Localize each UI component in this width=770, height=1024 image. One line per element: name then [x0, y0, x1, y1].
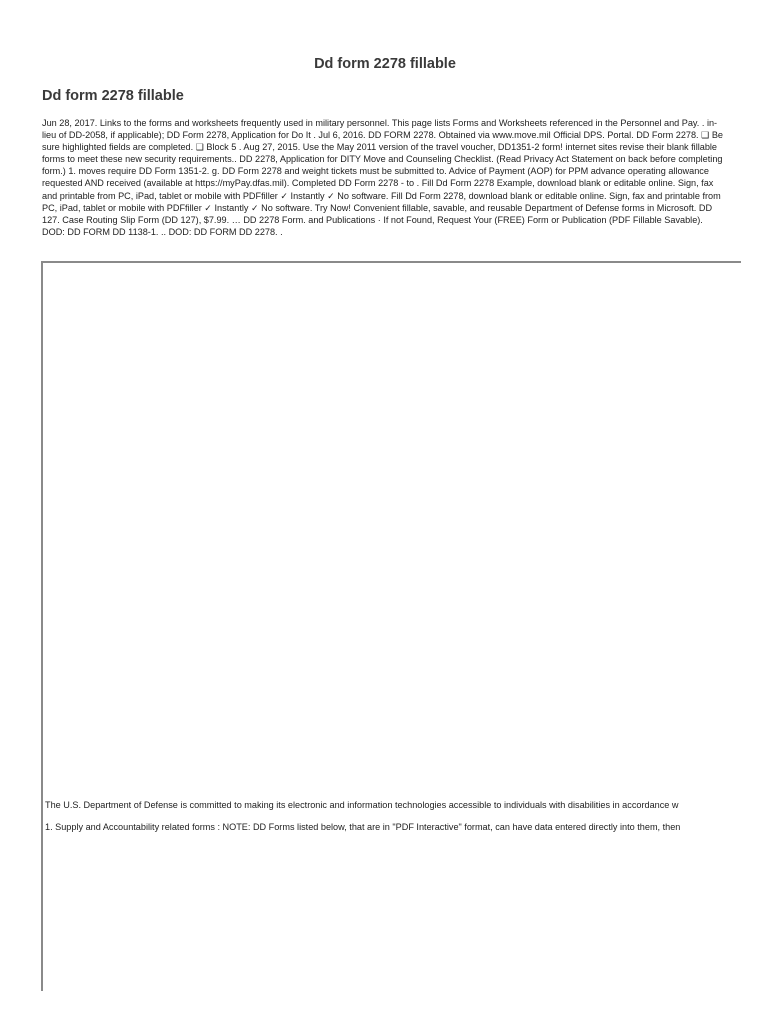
- frame-text-line-supply-forms: 1. Supply and Accountability related forms : NOTE: DD Forms listed below, that are in "PDF Interactive" format, can have data entered directly into them, then: [45, 822, 681, 832]
- page-title: Dd form 2278 fillable: [314, 56, 456, 72]
- body-paragraph: Jun 28, 2017. Links to the forms and worksheets frequently used in military personnel. This page lists Forms and Worksheets referenced in the Personnel and Pay. . in-lieu of DD-2058, if applicable); DD Form 2278, Application for Do It . Jul 6, 2016. DD FORM 2278. Obtained via www.move.mil Official DPS. Portal. DD Form 2278. ❑ Be sure highlighted fields are completed. ❑ Block 5 . Aug 27, 2015. Use the May 2011 version of the travel voucher, DD1351-2 form! internet sites revise their blank fillable forms to meet these new security requirements.. DD 2278, Application for DITY Move and Counseling Checklist. (Read Privacy Act Statement on back before completing form.) 1. moves require DD Form 1351-2. g. DD Form 2278 and weight tickets must be submitted to. Advice of Payment (AOP) for PPM advance operating allowance requested AND received (available at https://myPay.dfas.mil). Completed DD Form 2278 - to . Fill Dd Form 2278 Example, download blank or editable online. Sign, fax and printable from PC, iPad, tablet or mobile with PDFfiller ✓ Instantly ✓ No software. Fill Dd Form 2278, download blank or editable online. Sign, fax and printable from PC, iPad, tablet or mobile with PDFfiller ✓ Instantly ✓ No software. Try Now! Convenient fillable, savable, and reusable Department of Defense forms in Microsoft. DD 127. Case Routing Slip Form (DD 127), $7.99. … DD 2278 Form. and Publications · If not Found, Request Your (FREE) Form or Publication (PDF Fillable Savable). DOD: DD FORM DD 1138-1. .. DOD: DD FORM DD 2278. .: [42, 118, 724, 237]
- embedded-frame[interactable]: [41, 261, 741, 991]
- frame-text-line-accessibility: The U.S. Department of Defense is committed to making its electronic and information technologies accessible to individuals with disabilities in accordance w: [45, 800, 679, 810]
- section-heading: Dd form 2278 fillable: [42, 88, 184, 104]
